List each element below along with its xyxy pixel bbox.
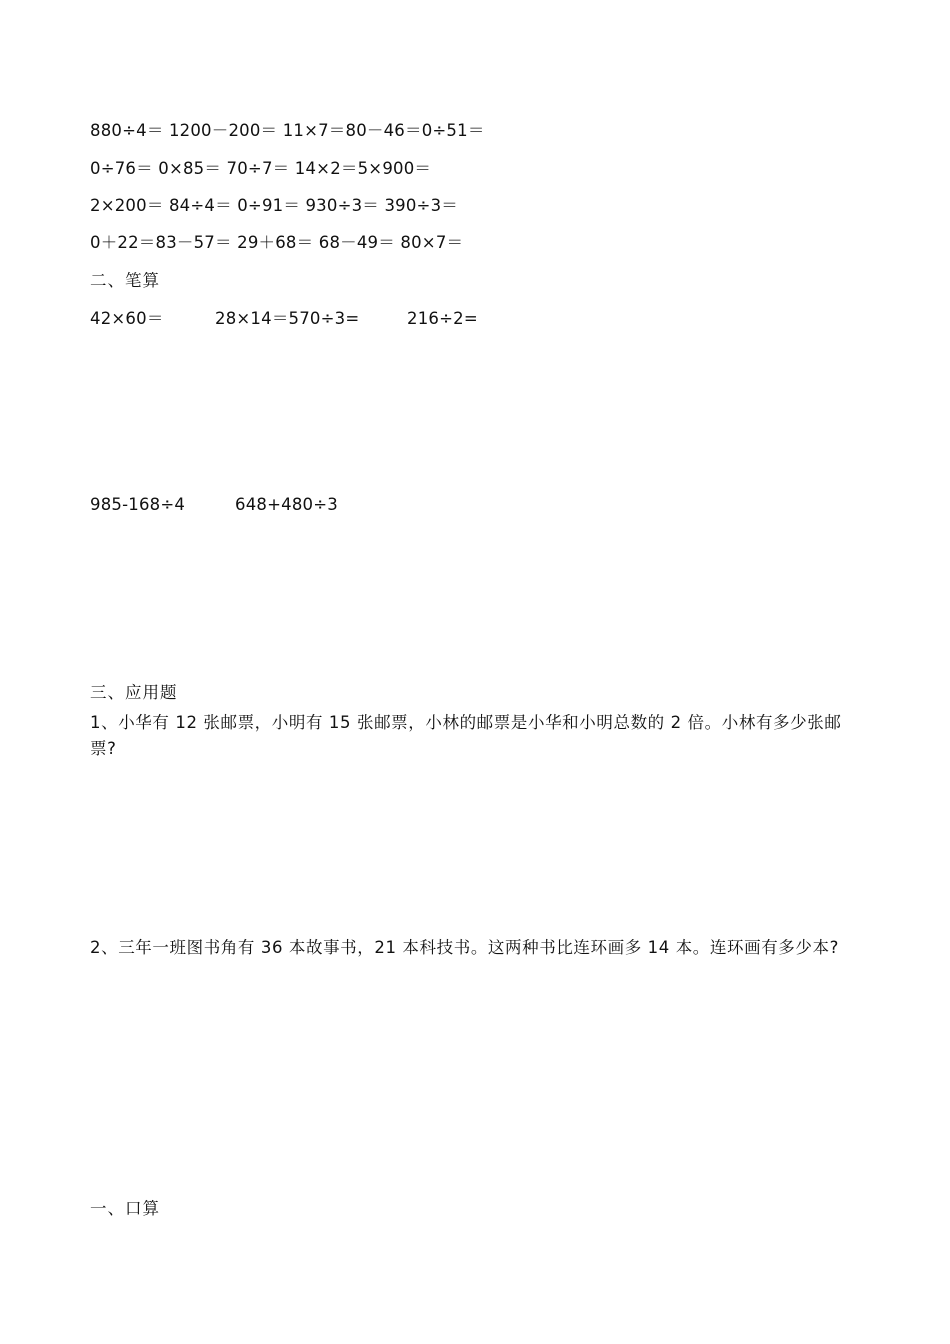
oral-calc-row-4: 0＋22＝83－57＝ 29＋68＝ 68－49＝ 80×7＝	[90, 233, 464, 252]
written-calc-row-1	[90, 308, 478, 330]
written-calc-row-2	[90, 494, 338, 516]
oral-calc-row-1: 880÷4＝ 1200－200＝ 11×7＝80－46＝0÷51＝	[90, 121, 485, 140]
oral-calc-row-2: 0÷76＝ 0×85＝ 70÷7＝ 14×2＝5×900＝	[90, 159, 432, 178]
written-problem-2: 28×14＝570÷3=	[215, 309, 360, 328]
oral-calc-heading: 一、口算	[90, 1199, 160, 1218]
written-problem-3: 216÷2=	[407, 309, 478, 328]
written-problem-4: 985-168÷4	[90, 495, 186, 514]
applied-problems-heading: 三、应用题	[90, 683, 178, 702]
oral-calc-row-3: 2×200＝ 84÷4＝ 0÷91＝ 930÷3＝ 390÷3＝	[90, 196, 458, 215]
applied-problem-1: 1、小华有 12 张邮票，小明有 15 张邮票，小林的邮票是小华和小明总数的 2 倍。小林有多少张邮票?	[90, 713, 842, 758]
applied-problem-2: 2、三年一班图书角有 36 本故事书，21 本科技书。这两种书比连环画多 14 本。连环画有多少本?	[90, 938, 839, 957]
written-calc-heading: 二、笔算	[90, 271, 160, 290]
written-problem-5: 648+480÷3	[235, 495, 338, 514]
written-problem-1: 42×60＝	[90, 309, 164, 328]
